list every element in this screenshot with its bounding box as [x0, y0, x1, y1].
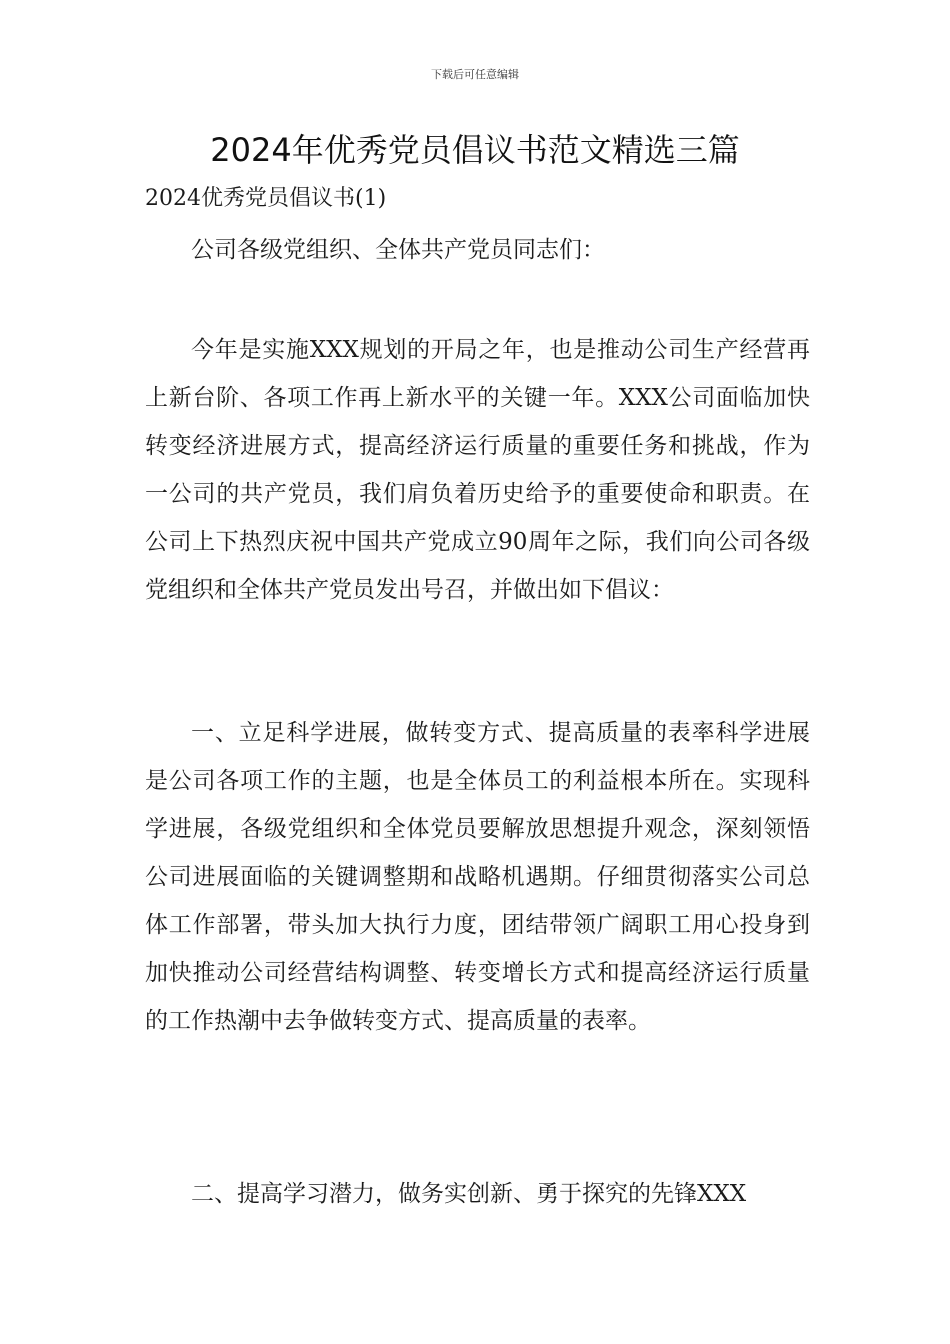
paragraph-point-one: 一、立足科学进展，做转变方式、提高质量的表率科学进展是公司各项工作的主题，也是全体员工的利益根本所在。实现科学进展，各级党组织和全体党员要解放思想提升观念，深刻领悟公司进展面临的关键调整期和战略机遇期。仔细贯彻落实公司总体工作部署，带头加大执行力度，团结带领广阔职工用心投身到加快推动公司经营结构调整、转变增长方式和提高经济运行质量的工作热潮中去争做转变方式、提高质量的表率。: [145, 720, 810, 1034]
greeting: 公司各级党组织、全体共产党员同志们：: [191, 237, 605, 263]
header-note: 下载后可任意编辑: [431, 68, 519, 81]
document-title: 2024年优秀党员倡议书范文精选三篇: [210, 131, 740, 169]
paragraph-point-two: 二、提高学习潜力，做务实创新、勇于探究的先锋XXX: [191, 1181, 747, 1207]
section-subtitle: 2024优秀党员倡议书(1): [145, 186, 387, 211]
paragraph-intro: 今年是实施XXX规划的开局之年，也是推动公司生产经营再上新台阶、各项工作再上新水平的关键一年。XXX公司面临加快转变经济进展方式，提高经济运行质量的重要任务和挑战，作为一公司的共产党员，我们肩负着历史给予的重要使命和职责。在公司上下热烈庆祝中国共产党成立90周年之际，我们向公司各级党组织和全体共产党员发出号召，并做出如下倡议：: [145, 337, 810, 603]
